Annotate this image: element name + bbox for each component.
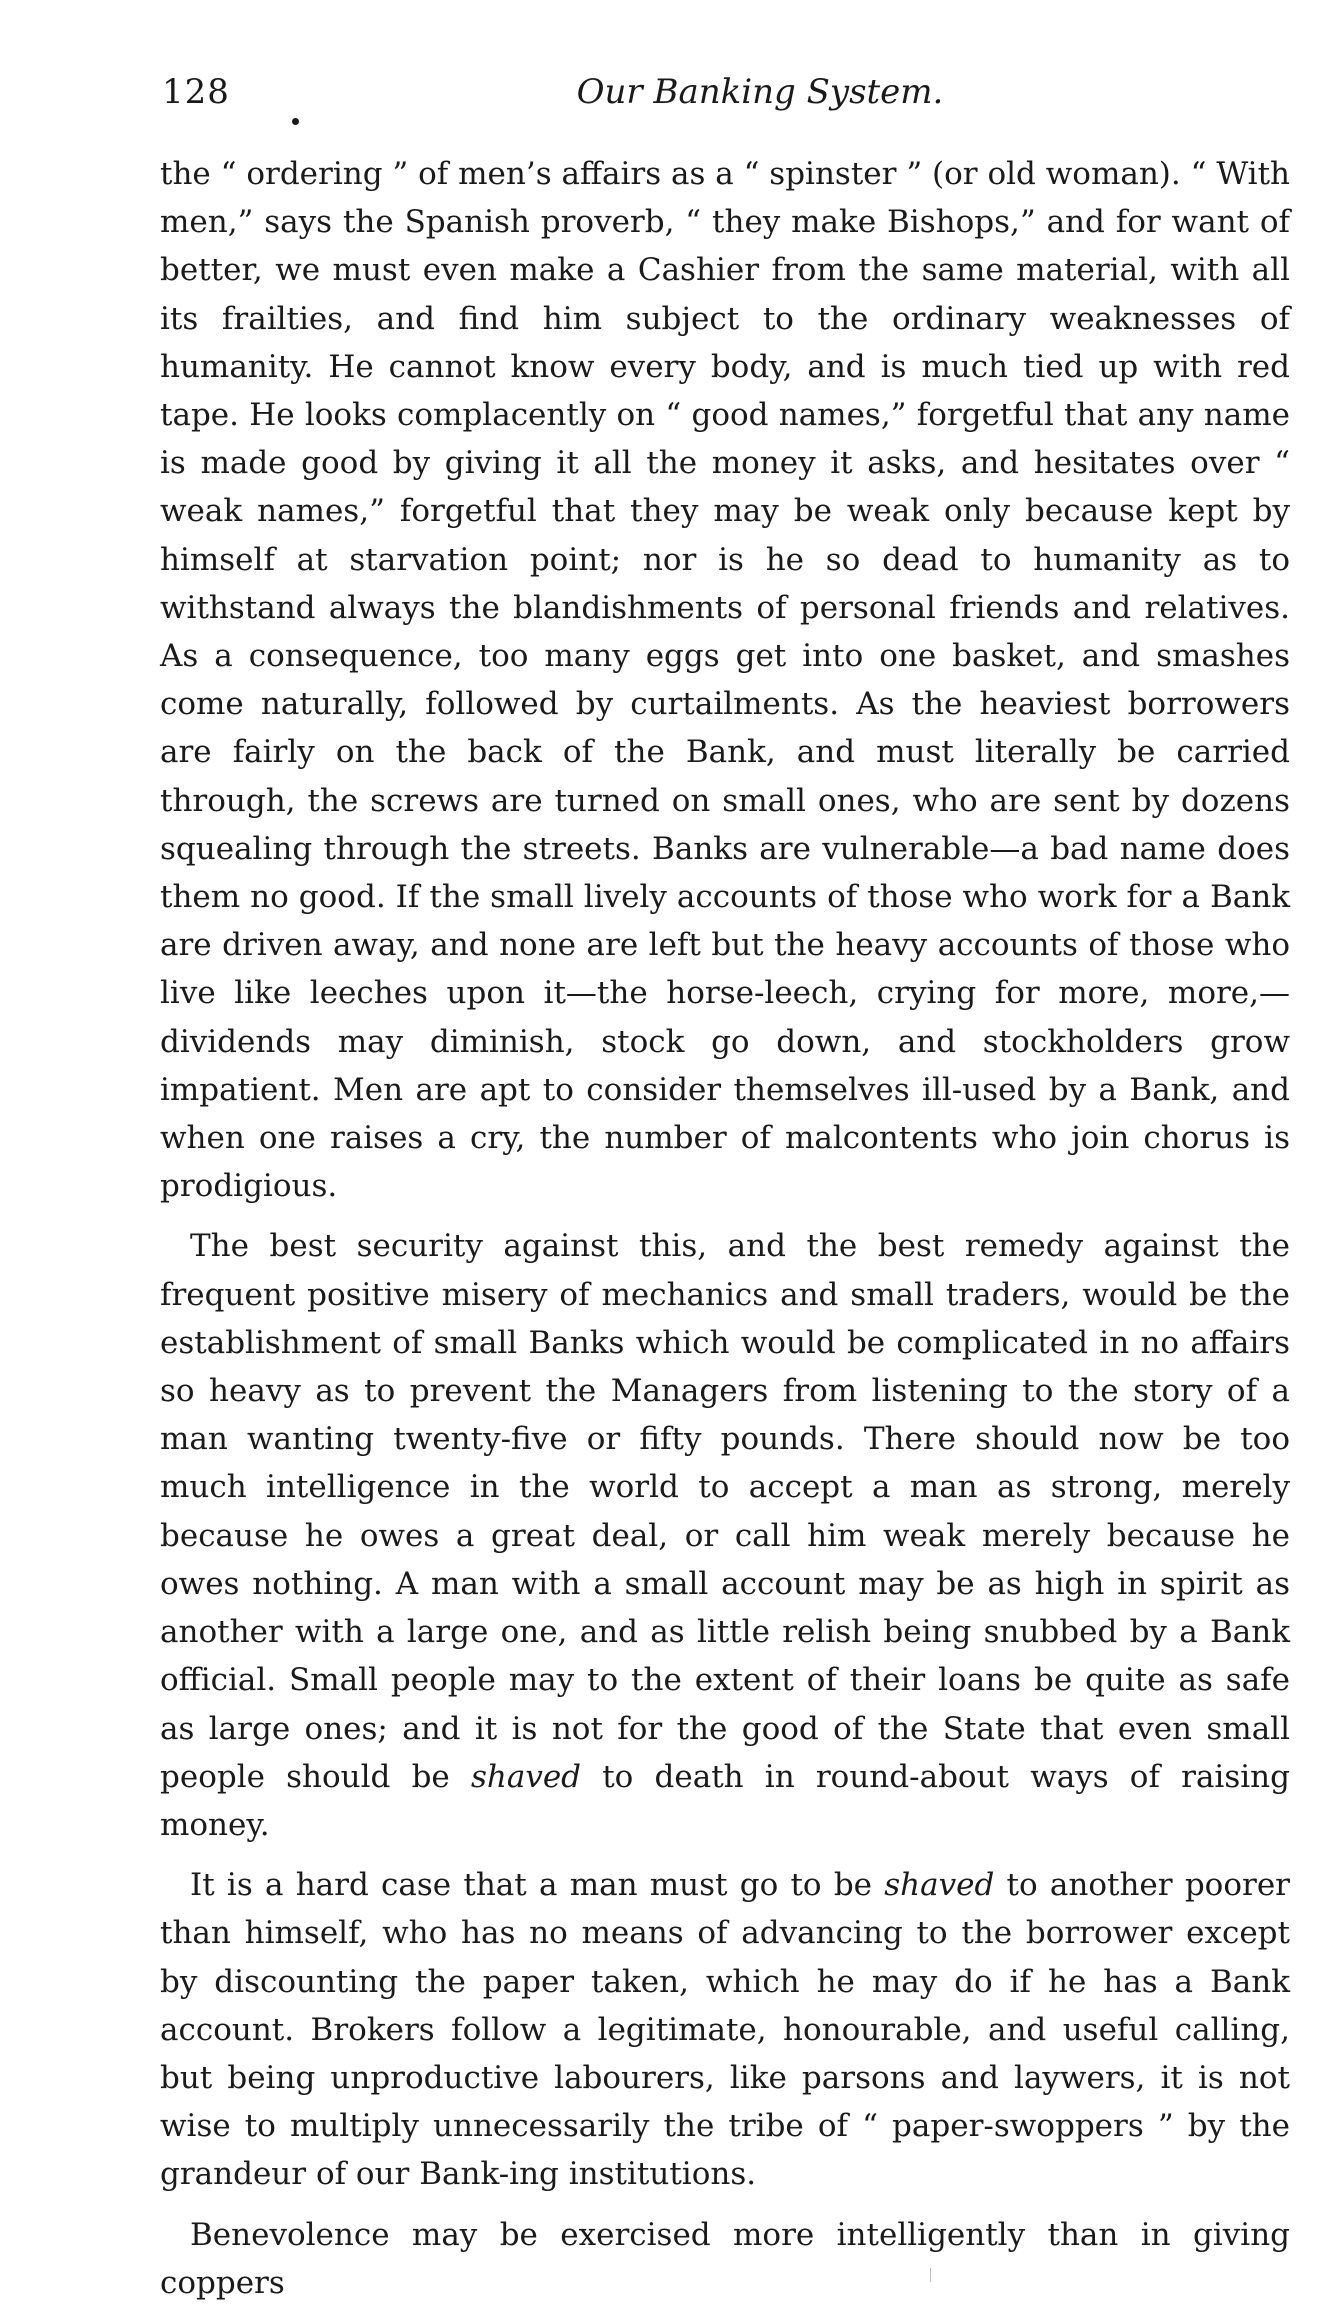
stray-ink-mark <box>930 2268 931 2282</box>
paragraph <box>160 1861 1290 2198</box>
paragraph-text: The best security against this, and the best remedy against the frequent positive misery of mechanics and small traders, would be the establishment of small Banks which would be complicated in no affairs so heavy as to prevent the Managers from listening to the story of a man wanting twenty-five or fifty pounds. There should now be too much intelligence in the world to accept a man as strong, merely because he owes a great deal, or call him weak merely because he owes nothing. A man with a small account may be as high in spirit as another with a large one, and as little relish being snubbed by a Bank official. Small people may to the extent of their loans be quite as safe as large ones; and it is not for the good of the State that even small people should be <box>160 1228 1290 1795</box>
paragraph-text: Benevolence may be exercised more intelligently than in giving coppers <box>160 2216 1290 2301</box>
paragraph-text: to another poorer than himself, who has no means of advancing to the borrower except by discounting the paper taken, which he may do if he has a Bank account. Brokers follow a legitimate, honourable, and useful calling, but being unproductive labourers, like parsons and laywers, it is not wise to multiply unnecessarily the tribe of “ paper-swoppers ” by the grandeur of our Bank-ing institutions. <box>160 1867 1290 2193</box>
paragraph-text: to death in round-about ways of raising money. <box>160 1758 1290 1843</box>
paragraph <box>160 2211 1290 2307</box>
page-number: 128 <box>162 72 230 112</box>
paragraph <box>160 1222 1290 1849</box>
paragraph-text: the “ ordering ” of men’s affairs as a “ spinster ” (or old woman). “ With men,” says the Spanish proverb, “ they make Bishops,” and for want of better, we must even make a Cashier from the same material, with all its frailties, and find him subject to the ordinary weaknesses of humanity. He cannot know every body, and is much tied up with red tape. He looks complacently on “ good names,” forgetful that any name is made good by giving it all the money it asks, and hesitates over “ weak names,” forgetful that they may be weak only because kept by himself at starvation point; nor is he so dead to humanity as to withstand always the blandishments of personal friends and relatives. As a consequence, too many eggs get into one basket, and smashes come naturally, followed by curtailments. As the heaviest borrowers are fairly on the back of the Bank, and must literally be carried through, the screws are turned on small ones, who are sent by dozens squealing through the streets. Banks are vulnerable—a bad name does them no good. If the small lively accounts of those who work for a Bank are driven away, and none are left but the heavy accounts of those who live like leeches upon it—the horse-leech, crying for more, more,—dividends may diminish, stock go down, and stockholders grow impatient. Men are apt to consider themselves ill-used by a Bank, and when one raises a cry, the number of malcontents who join chorus is prodigious. <box>160 156 1290 1205</box>
paragraph-text: It is a hard case that a man must go to be <box>190 1867 885 1904</box>
emphasis-text: shaved <box>884 1867 995 1904</box>
emphasis-text: shaved <box>470 1758 582 1795</box>
ink-dot-mark <box>292 118 299 125</box>
running-head: Our Banking System. <box>576 72 944 112</box>
body-text <box>160 150 1290 2307</box>
page-header <box>160 72 1290 122</box>
paragraph <box>160 150 1290 1210</box>
